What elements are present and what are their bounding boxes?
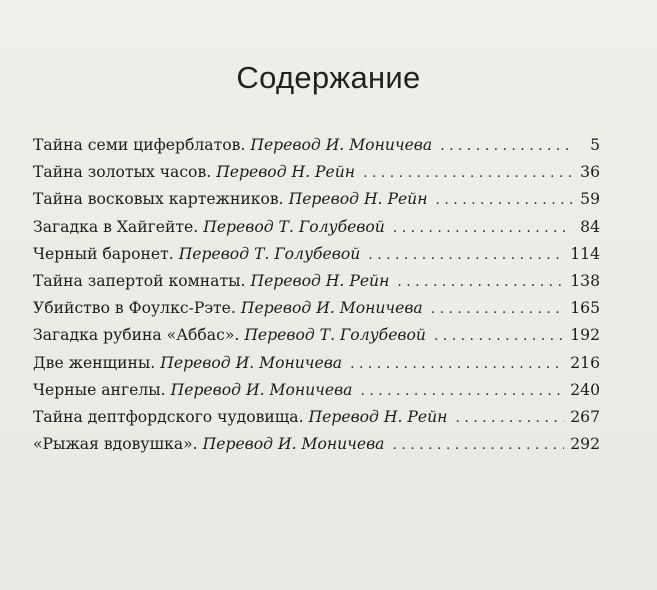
toc-work-title: Тайна восковых картежников. [33, 190, 284, 209]
toc-entry [33, 377, 600, 404]
toc-work-title: Тайна золотых часов. [33, 163, 212, 182]
toc-page-number: 84 [580, 217, 600, 236]
toc-work-title: Тайна запертой комнаты. [33, 271, 246, 290]
table-of-contents [33, 132, 600, 458]
toc-translator: Перевод И. Моничева [202, 435, 385, 454]
toc-work-title: Загадка рубина «Аббас». [33, 326, 240, 345]
toc-entry [33, 241, 600, 268]
dot-leader [392, 432, 564, 459]
toc-work-title: Две женщины. [33, 353, 156, 372]
toc-entry [33, 295, 600, 322]
dot-leader [350, 351, 564, 378]
toc-translator: Перевод И. Моничева [250, 136, 433, 154]
toc-entry [33, 322, 600, 349]
toc-work-title: Черный баронет. [33, 244, 174, 263]
dot-leader [434, 323, 564, 350]
toc-translator: Перевод Т. Голубевой [244, 326, 426, 345]
toc-work-title: Черные ангелы. [33, 380, 166, 399]
toc-work-title: «Рыжая вдовушка». [33, 435, 198, 454]
dot-leader [397, 269, 564, 296]
toc-page-number: 36 [580, 163, 600, 182]
toc-page-number: 114 [570, 244, 600, 263]
toc-work-title: Тайна дептфордского чудовища. [33, 407, 304, 426]
dot-leader [436, 187, 573, 214]
toc-entry [33, 431, 600, 458]
toc-page-number: 292 [570, 435, 600, 454]
toc-entry [33, 132, 600, 159]
toc-translator: Перевод Т. Голубевой [178, 244, 361, 263]
toc-translator: Перевод И. Моничева [170, 380, 353, 399]
dot-leader [431, 296, 565, 323]
page-title: Содержание [236, 60, 421, 95]
dot-leader [440, 133, 572, 160]
toc-translator: Перевод Н. Рейн [288, 190, 428, 209]
dot-leader [363, 160, 572, 187]
toc-work-title: Тайна семи циферблатов. [33, 136, 246, 154]
dot-leader [360, 378, 564, 405]
toc-entry [33, 159, 600, 186]
dot-leader [393, 215, 572, 242]
toc-page-number: 138 [570, 271, 600, 290]
toc-page-number: 267 [570, 407, 600, 426]
toc-entry [33, 268, 600, 295]
toc-work-title: Загадка в Хайгейте. [33, 217, 199, 236]
toc-entry [33, 350, 600, 377]
toc-entry [33, 214, 600, 241]
toc-page-number: 59 [580, 190, 600, 209]
toc-entry [33, 186, 600, 213]
dot-leader [455, 405, 564, 432]
toc-translator: Перевод Н. Рейн [250, 271, 390, 290]
toc-page-number: 165 [570, 299, 600, 318]
toc-translator: Перевод И. Моничева [160, 353, 343, 372]
toc-work-title: Убийство в Фоулкс-Рэте. [33, 299, 236, 318]
toc-page-number: 216 [570, 353, 600, 372]
toc-entry [33, 404, 600, 431]
toc-translator: Перевод Н. Рейн [216, 163, 356, 182]
toc-translator: Перевод Н. Рейн [308, 407, 448, 426]
toc-translator: Перевод Т. Голубевой [203, 217, 385, 236]
toc-page-number: 240 [570, 380, 600, 399]
toc-page-number: 192 [570, 326, 600, 345]
toc-translator: Перевод И. Моничева [240, 299, 423, 318]
toc-page-number: 5 [590, 136, 600, 154]
dot-leader [368, 242, 564, 269]
